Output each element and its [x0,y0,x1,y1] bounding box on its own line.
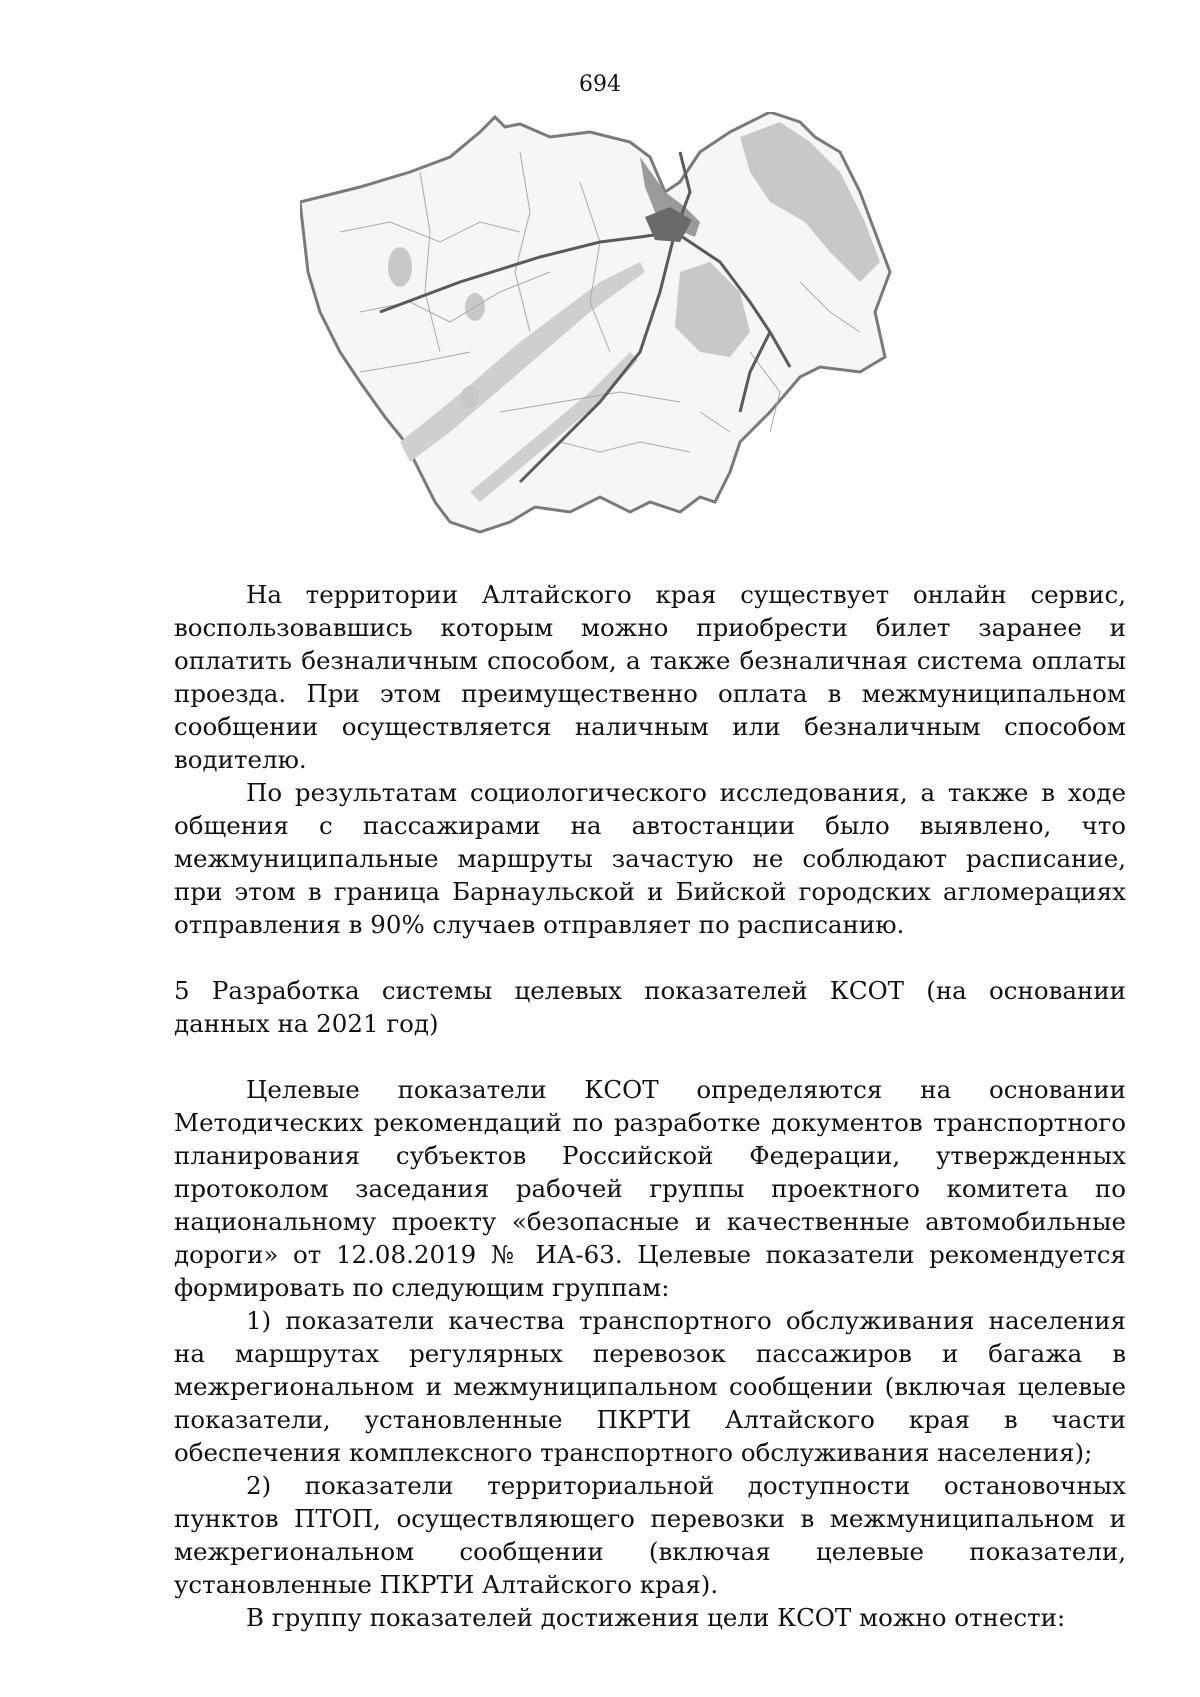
paragraph-online-service: На территории Алтайского края существует онлайн сервис, воспользовавшись которым можно приобрести билет заранее и оплатить безналичным способом, а также безналичная система оплаты проезда. При этом преимущественно оплата в межмуниципальном сообщении осуществляется наличным или безналичным способом водителю. [174,580,1126,774]
page-number: 694 [579,72,621,97]
lake-3 [461,386,479,408]
lake-1 [388,247,412,287]
map-figure [300,112,950,582]
paragraph-target-indicators: Целевые показатели КСОТ определяются на основании Методических рекомендаций по разработке документов транспортного планирования субъектов Российской Федерации, утвержденных протоколом заседания рабочей группы проектного комитета по национальному проекту «безопасные и качественные автомобильные дороги» от 12.08.2019 № ИА-63. Целевые показатели рекомендуется формировать по следующим группам: [174,1075,1126,1302]
paragraph-survey-results: По результатам социологического исследования, а также в ходе общения с пассажирами на автостанции было выявлено, что межмуниципальные маршруты зачастую не соблюдают расписание, при этом в граница Барнаульской и Бийской городских агломерациях отправления в 90% случаев отправляет по расписанию. [174,778,1126,939]
list-item-accessibility-indicators: 2) показатели территориальной доступности остановочных пунктов ПТОП, осуществляющего перевозки в межмуниципальном и межрегиональном сообщении (включая целевые показатели, установленные ПКРТИ Алтайского края). [174,1471,1126,1599]
region-map [300,112,950,582]
paragraph-goal-group: В группу показателей достижения цели КСОТ можно отнести: [246,1603,1066,1632]
body-text [174,578,1126,1634]
list-item-quality-indicators: 1) показатели качества транспортного обслуживания населения на маршрутах регулярных перевозок пассажиров и багажа в межрегиональном и межмуниципальном сообщении (включая целевые показатели, установленные ПКРТИ Алтайского края в части обеспечения комплексного транспортного обслуживания населения); [174,1306,1126,1467]
section-heading: 5 Разработка системы целевых показателей КСОТ (на основании данных на 2021 год) [174,976,1126,1038]
